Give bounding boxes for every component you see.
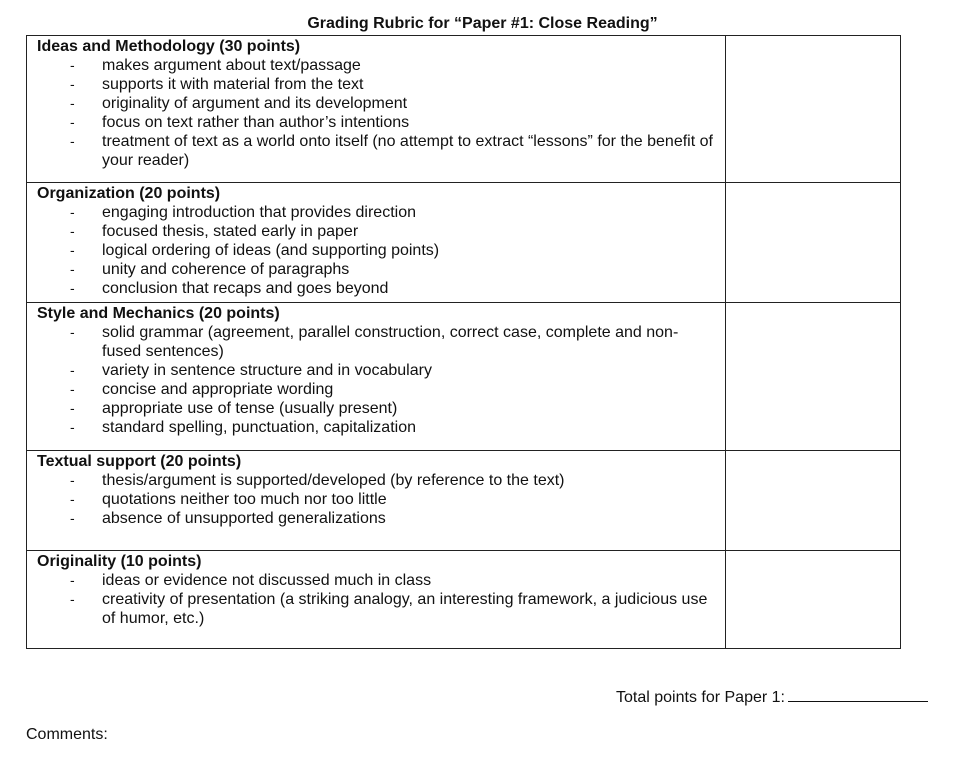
bullet-dash: - [70,400,75,416]
criteria-item [37,222,725,241]
criteria-item [37,94,725,113]
criteria-item [37,203,725,222]
criteria-cell [27,183,726,303]
criteria-cell [27,551,726,649]
criteria-text: unity and coherence of paragraphs [102,261,350,278]
criteria-text: standard spelling, punctuation, capitalization [102,419,416,436]
criteria-text: creativity of presentation (a striking analogy, an interesting framework, a judicious use of humor, etc.) [102,591,708,627]
criteria-text: thesis/argument is supported/developed (by reference to the text) [102,472,565,489]
rubric-table [26,35,901,649]
bullet-dash: - [70,472,75,488]
bullet-dash: - [70,362,75,378]
score-cell[interactable] [726,36,901,183]
criteria-list [37,471,725,528]
bullet-dash: - [70,572,75,588]
rubric-row [27,303,901,451]
bullet-dash: - [70,204,75,220]
bullet-dash: - [70,510,75,526]
page-title: Grading Rubric for “Paper #1: Close Reading” [307,15,658,32]
score-cell[interactable] [726,303,901,451]
bullet-dash: - [70,381,75,397]
bullet-dash: - [70,591,75,607]
criteria-item [37,399,725,418]
criteria-text: treatment of text as a world onto itself (no attempt to extract “lessons” for the benefit of your reader) [102,133,713,169]
criteria-item [37,279,725,298]
bullet-dash: - [70,95,75,111]
criteria-item [37,509,725,528]
criteria-text: quotations neither too much nor too little [102,491,387,508]
bullet-dash: - [70,114,75,130]
criteria-text: concise and appropriate wording [102,381,334,398]
rubric-row [27,183,901,303]
bullet-dash: - [70,242,75,258]
criteria-cell [27,303,726,451]
bullet-dash: - [70,223,75,239]
criteria-text: engaging introduction that provides direction [102,204,416,221]
criteria-item [37,56,725,75]
criteria-text: variety in sentence structure and in vocabulary [102,362,432,379]
criteria-text: logical ordering of ideas (and supporting points) [102,242,440,259]
criteria-text: solid grammar (agreement, parallel construction, correct case, complete and non-fused sentences) [102,324,679,360]
section-heading: Style and Mechanics (20 points) [37,305,280,322]
criteria-item [37,361,725,380]
criteria-text: focused thesis, stated early in paper [102,223,359,240]
criteria-item [37,323,725,361]
criteria-item [37,590,725,628]
criteria-item [37,571,725,590]
total-points-line [616,687,928,708]
comments-label: Comments: [26,726,108,743]
rubric-body [27,36,901,649]
criteria-text: makes argument about text/passage [102,57,361,74]
bullet-dash: - [70,57,75,73]
criteria-item [37,241,725,260]
bullet-dash: - [70,133,75,149]
criteria-item [37,260,725,279]
total-points-blank[interactable] [788,687,928,702]
criteria-list [37,323,725,437]
criteria-item [37,113,725,132]
criteria-item [37,490,725,509]
criteria-text: originality of argument and its development [102,95,408,112]
criteria-text: conclusion that recaps and goes beyond [102,280,389,297]
criteria-text: appropriate use of tense (usually present) [102,400,398,417]
rubric-row [27,36,901,183]
bullet-dash: - [70,419,75,435]
section-heading: Organization (20 points) [37,185,221,202]
total-points-label: Total points for Paper 1: [616,689,785,706]
criteria-item [37,380,725,399]
criteria-text: absence of unsupported generalizations [102,510,386,527]
criteria-list [37,571,725,628]
score-cell[interactable] [726,183,901,303]
bullet-dash: - [70,324,75,340]
criteria-text: ideas or evidence not discussed much in class [102,572,432,589]
criteria-list [37,203,725,298]
criteria-item [37,132,725,170]
section-heading: Originality (10 points) [37,553,202,570]
bullet-dash: - [70,76,75,92]
criteria-item [37,471,725,490]
criteria-list [37,56,725,170]
criteria-cell [27,36,726,183]
criteria-cell [27,451,726,551]
rubric-row [27,551,901,649]
section-heading: Textual support (20 points) [37,453,242,470]
bullet-dash: - [70,280,75,296]
bullet-dash: - [70,261,75,277]
criteria-item [37,418,725,437]
score-cell[interactable] [726,551,901,649]
criteria-item [37,75,725,94]
score-cell[interactable] [726,451,901,551]
criteria-text: supports it with material from the text [102,76,364,93]
bullet-dash: - [70,491,75,507]
criteria-text: focus on text rather than author’s intentions [102,114,410,131]
rubric-row [27,451,901,551]
section-heading: Ideas and Methodology (30 points) [37,38,301,55]
